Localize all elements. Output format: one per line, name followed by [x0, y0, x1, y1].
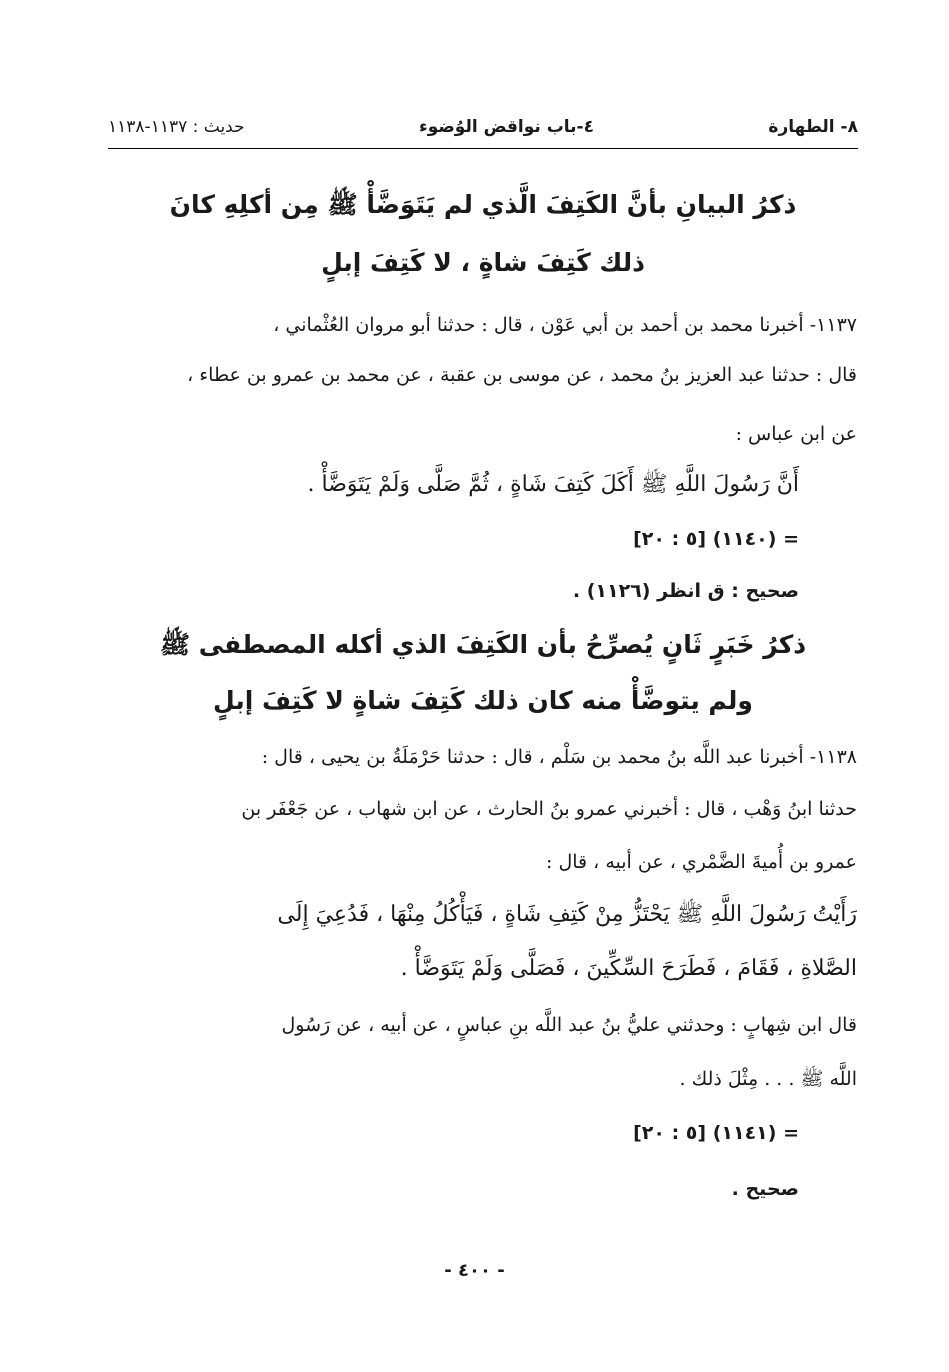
page-header [108, 112, 858, 142]
hadith-1138-note-line-2: اللَّه ﷺ . . . مِثْلَ ذلك . [679, 1068, 857, 1090]
chapter-title: ٨- الطهارة [768, 117, 858, 137]
hadith-1137-grade: صحيح : ق انظر (١١٢٦) . [572, 580, 799, 602]
hadith-1137-line-2: قال : حدثنا عبد العزيز بنُ محمد ، عن موسى بن عقبة ، عن محمد بن عمرو بن عطاء ، [187, 364, 857, 386]
hadith-1138-line-2: حدثنا ابنُ وَهْب ، قال : أخبرني عمرو بنُ الحارث ، عن ابن شهاب ، عن جَعْفَر بن [241, 798, 857, 820]
hadith-1138-reference: = (١١٤١) [٥ : ٢٠] [633, 1122, 799, 1144]
hadith-1137-line-3: عن ابن عباس : [735, 423, 857, 445]
hadith-1138-line-1: ١١٣٨- أخبرنا عبد اللَّه بنُ محمد بن سَلْم ، قال : حدثنا حَرْمَلَةُ بن يحيى ، قال : [261, 746, 857, 768]
section-title: ٤-باب نواقض الوُضوء [419, 117, 595, 137]
heading-1-line-2: ذلك كَتِفَ شاةٍ ، لا كَتِفَ إبلٍ [321, 248, 645, 277]
page-number: - ٤٠٠ - [444, 1260, 505, 1281]
hadith-1138-matn-line-2: الصَّلاةِ ، فَقَامَ ، فَطَرَحَ السِّكِّينَ ، فَصَلَّى وَلَمْ يَتَوَضَّأْ . [400, 956, 857, 981]
header-rule [108, 148, 858, 149]
hadith-1138-line-3: عمرو بن أُميةَ الضَّمْري ، عن أبيه ، قال : [546, 851, 857, 873]
hadith-1138-note-line-1: قال ابن شِهابٍ : وحدثني عليُّ بنُ عبد اللَّه بنِ عباسٍ ، عن أبيه ، عن رَسُول [281, 1014, 857, 1036]
hadith-1137-reference: = (١١٤٠) [٥ : ٢٠] [633, 528, 799, 550]
hadith-1137-line-1: ١١٣٧- أخبرنا محمد بن أحمد بن أبي عَوْن ، قال : حدثنا أبو مروان العُثْماني ، [273, 314, 857, 336]
hadith-1138-grade: صحيح . [731, 1178, 799, 1200]
heading-2-line-1: ذكرُ خَبَرٍ ثَانٍ يُصرِّحُ بأن الكَتِفَ الذي أكله المصطفى ﷺ [159, 630, 807, 659]
hadith-1137-matn: أَنَّ رَسُولَ اللَّهِ ﷺ أَكَلَ كَتِفَ شَاةٍ ، ثُمَّ صَلَّى وَلَمْ يَتَوَضَّأْ . [307, 472, 799, 497]
heading-1-line-1: ذكرُ البيانِ بأنَّ الكَتِفَ الَّذي لم يَتَوَضَّأْ ﷺ مِن أكلِهِ كانَ [169, 190, 797, 219]
heading-2-line-2: ولم يتوضَّأْ منه كان ذلك كَتِفَ شاةٍ لا كَتِفَ إبلٍ [213, 686, 753, 715]
hadith-range: حديث : ١١٣٧-١١٣٨ [108, 117, 245, 137]
hadith-1138-matn-line-1: رَأَيْتُ رَسُولَ اللَّهِ ﷺ يَحْتَزُّ مِنْ كَتِفِ شَاةٍ ، فَيَأْكُلُ مِنْهَا ، فَدُعِيَ إِلَى [277, 902, 857, 927]
